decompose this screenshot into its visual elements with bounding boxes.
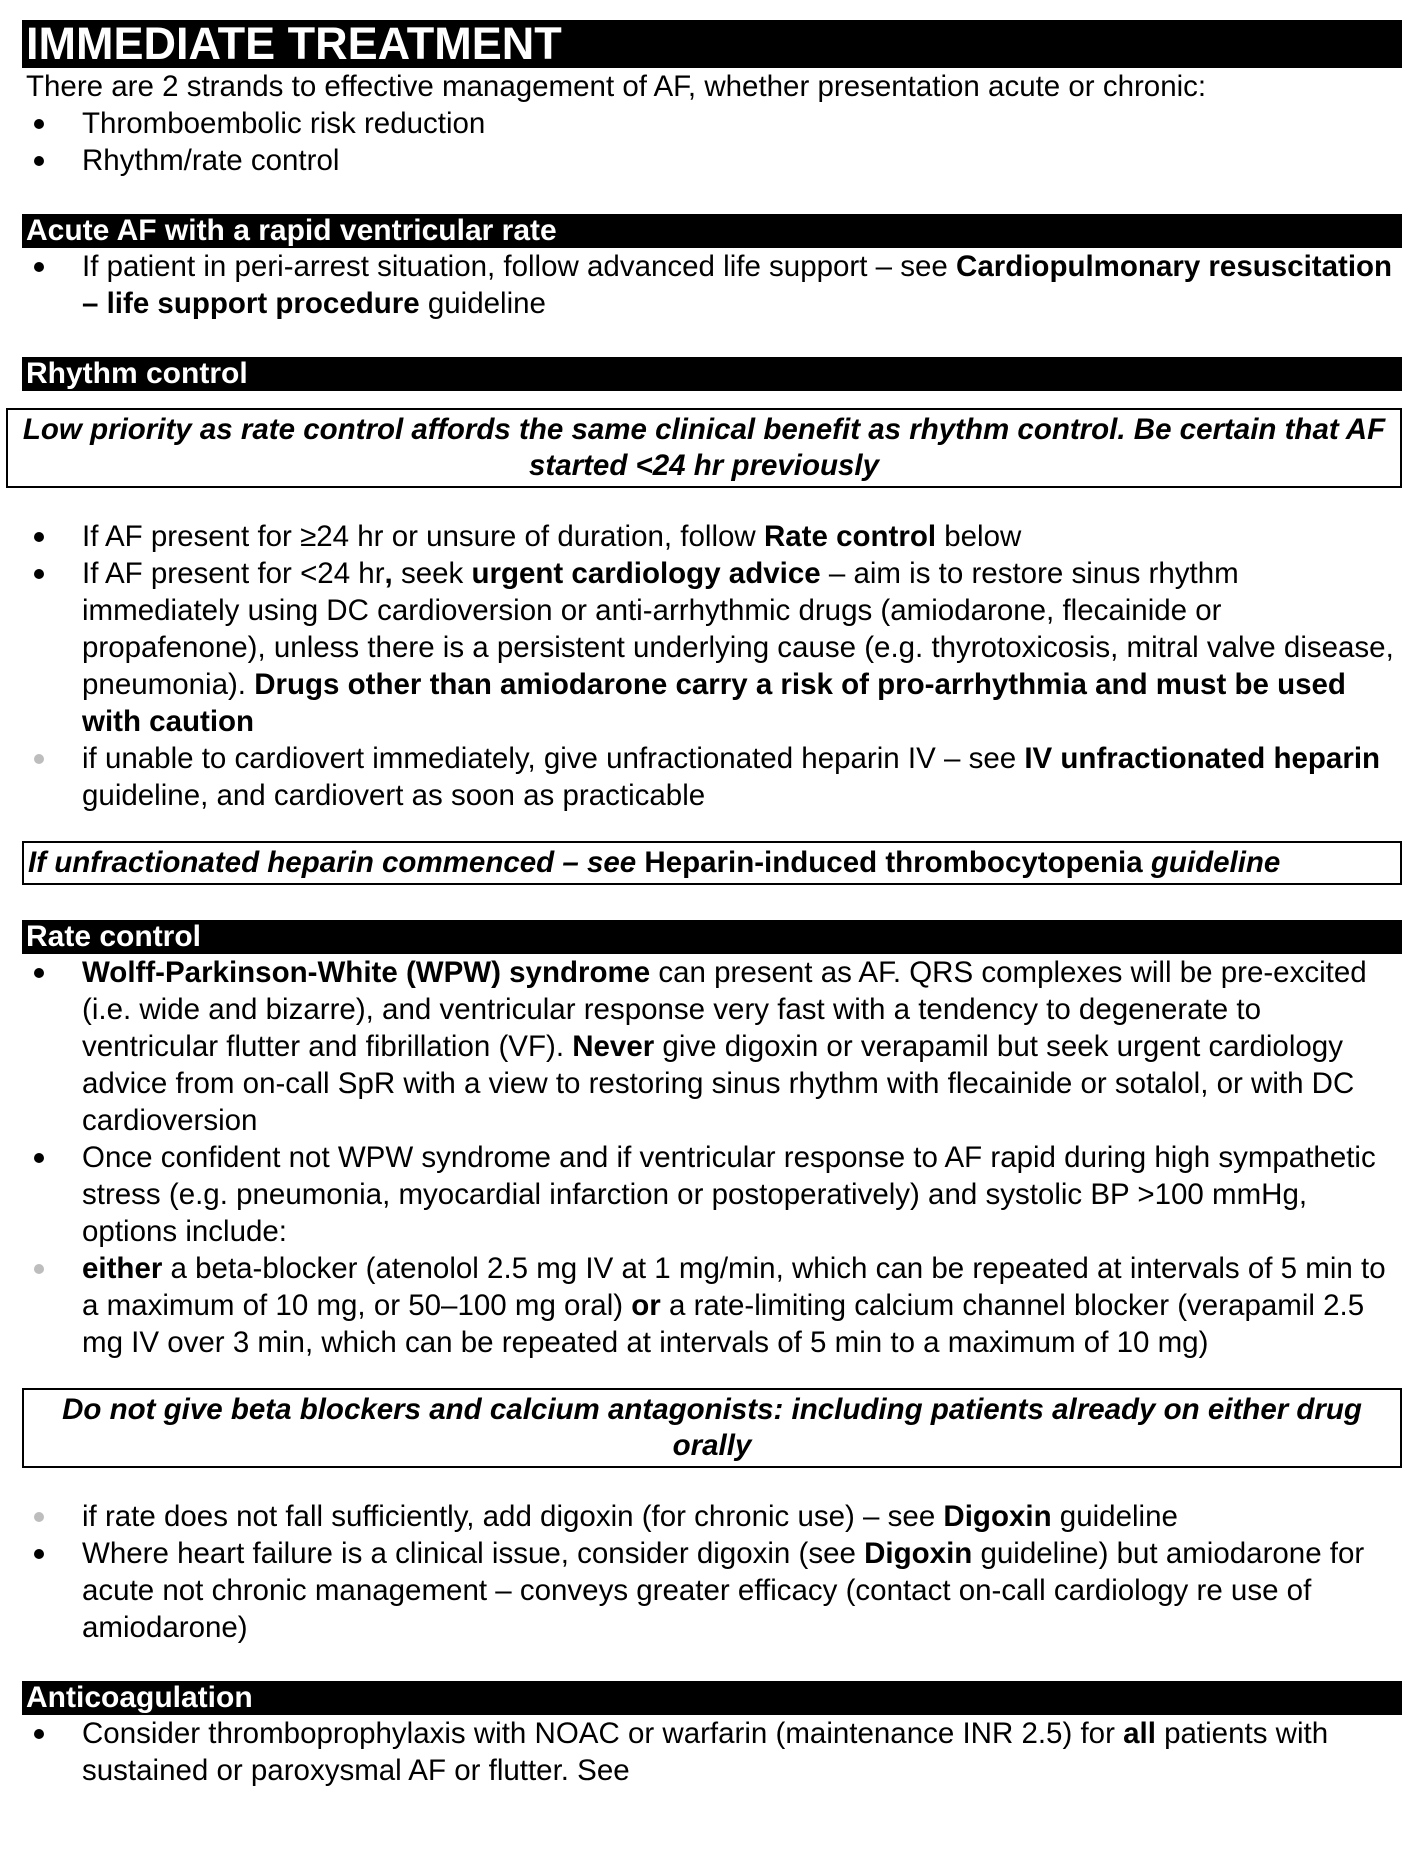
page-title: IMMEDIATE TREATMENT: [22, 20, 1402, 68]
rhythm-callout-box: Low priority as rate control affords the same clinical benefit as rhythm control. Be certain that AF started <24 hr previously: [6, 408, 1402, 488]
list-item: Where heart failure is a clinical issue, consider digoxin (see Digoxin guideline) but amiodarone for acute not chronic management – conveys greater efficacy (contact on-call cardiology re use of amiodarone): [22, 1535, 1402, 1646]
rate-bullet-list: [22, 954, 1402, 1361]
beta-blocker-callout-box: Do not give beta blockers and calcium antagonists: including patients already on either drug orally: [22, 1388, 1402, 1468]
list-item: if rate does not fall sufficiently, add digoxin (for chronic use) – see Digoxin guideline: [22, 1498, 1402, 1535]
document-page: [22, 20, 1402, 1789]
bullet-icon: [34, 569, 44, 579]
bullet-icon: [34, 262, 44, 272]
bullet-icon: [34, 532, 44, 542]
list-item: If AF present for ≥24 hr or unsure of duration, follow Rate control below: [22, 518, 1402, 555]
bullet-icon: [34, 1729, 44, 1739]
heparin-callout-box: If unfractionated heparin commenced – see Heparin-induced thrombocytopenia guideline: [22, 841, 1402, 885]
anticoag-bullet-list: [22, 1715, 1402, 1789]
section-header-anticoagulation: Anticoagulation: [22, 1681, 1402, 1715]
bullet-icon: [34, 156, 44, 166]
bullet-icon: [34, 1153, 44, 1163]
list-item: If patient in peri-arrest situation, follow advanced life support – see Cardiopulmonary resuscitation – life support procedure guideline: [22, 248, 1402, 322]
list-item: Rhythm/rate control: [22, 142, 1402, 179]
list-item: Consider thromboprophylaxis with NOAC or warfarin (maintenance INR 2.5) for all patients with sustained or paroxysmal AF or flutter. See: [22, 1715, 1402, 1789]
section-header-rate: Rate control: [22, 920, 1402, 954]
section-header-rhythm: Rhythm control: [22, 357, 1402, 391]
bullet-icon: [34, 1549, 44, 1559]
rate-bullet-list-2: [22, 1498, 1402, 1646]
bullet-icon: [34, 754, 44, 764]
intro-text: There are 2 strands to effective management of AF, whether presentation acute or chronic:: [26, 70, 1207, 103]
bullet-icon: [34, 1512, 44, 1522]
section-header-acute: Acute AF with a rapid ventricular rate: [22, 214, 1402, 248]
list-item: Thromboembolic risk reduction: [22, 105, 1402, 142]
list-item: if unable to cardiovert immediately, give unfractionated heparin IV – see IV unfractionated heparin guideline, and cardiovert as soon as practicable: [22, 740, 1402, 814]
bullet-icon: [34, 119, 44, 129]
list-item: If AF present for <24 hr, seek urgent cardiology advice – aim is to restore sinus rhythm immediately using DC cardioversion or anti-arrhythmic drugs (amiodarone, flecainide or propafenone), unless there is a persistent underlying cause (e.g. thyrotoxicosis, mitral valve disease, pneumonia). Drugs other than amiodarone carry a risk of pro-arrhythmia and must be used with caution: [22, 555, 1402, 740]
acute-bullet-list: [22, 248, 1402, 322]
intro-bullet-list: [22, 105, 1402, 179]
list-item: either a beta-blocker (atenolol 2.5 mg IV at 1 mg/min, which can be repeated at intervals of 5 min to a maximum of 10 mg, or 50–100 mg oral) or a rate-limiting calcium channel blocker (verapamil 2.5 mg IV over 3 min, which can be repeated at intervals of 5 min to a maximum of 10 mg): [22, 1250, 1402, 1361]
list-item: Wolff-Parkinson-White (WPW) syndrome can present as AF. QRS complexes will be pre-excited (i.e. wide and bizarre), and ventricular response very fast with a tendency to degenerate to ventricular flutter and fibrillation (VF). Never give digoxin or verapamil but seek urgent cardiology advice from on-call SpR with a view to restoring sinus rhythm with flecainide or sotalol, or with DC cardioversion: [22, 954, 1402, 1139]
rhythm-bullet-list: [22, 518, 1402, 814]
bullet-icon: [34, 968, 44, 978]
bullet-icon: [34, 1264, 44, 1274]
list-item: Once confident not WPW syndrome and if ventricular response to AF rapid during high sympathetic stress (e.g. pneumonia, myocardial infarction or postoperatively) and systolic BP >100 mmHg, options include:: [22, 1139, 1402, 1250]
